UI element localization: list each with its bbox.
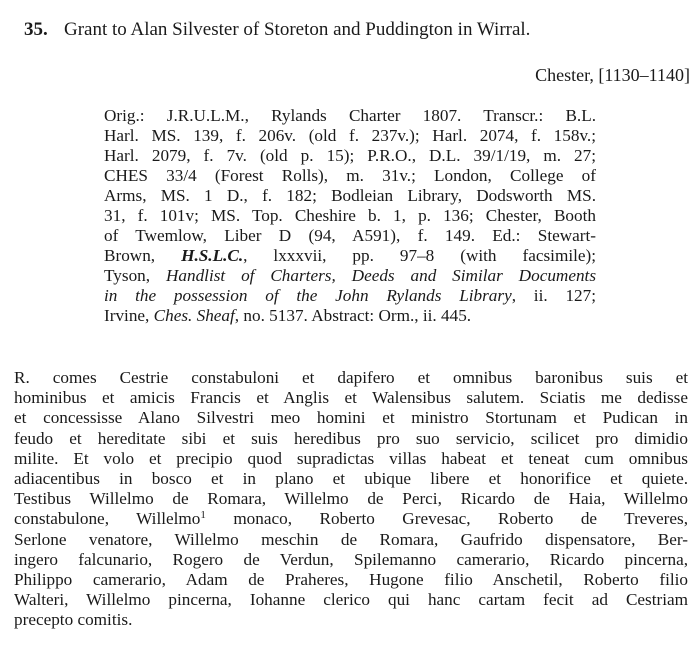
charter-number: 35. [24,19,48,40]
sources-block [104,106,596,326]
sources-line: Harl. 2079, f. 7v. (old p. 15); P.R.O., D.L. 39/1/19, m. 27; [104,146,596,165]
sources-line: Orig.: J.R.U.L.M., Rylands Charter 1807. Transcr.: B.L. [104,106,596,125]
hslc-abbrev: H.S.L.C. [181,246,244,265]
charter-line: Serlone venatore, Willelmo meschin de Romara, Gaufrido dispensatore, Ber- [14,529,688,549]
charter-text [14,368,688,631]
sources-text: Tyson, [104,266,151,285]
sources-line: of Twemlow, Liber D (94, A591), f. 149. Ed.: Stewart- [104,226,596,245]
handlist-title: Handlist of Charters, Deeds and Similar Documents [165,266,597,285]
handlist-title-cont: in the possession of the John Rylands Library [104,286,512,305]
sources-line: 31, f. 101v; MS. Top. Cheshire b. 1, p. 136; Chester, Booth [104,206,596,225]
sources-text: Brown, [104,246,156,265]
sources-line: Arms, MS. 1 D., f. 182; Bodleian Library, Dodsworth MS. [104,186,596,205]
footnote-marker: 1 [200,509,206,522]
charter-line: feudo et hereditate sibi et suis heredibus pro suo servicio, scilicet pro dimidio [14,428,688,448]
sources-line [104,306,596,326]
charter-line: Testibus Willelmo de Romara, Willelmo de Perci, Ricardo de Haia, Willelmo [14,489,688,509]
sources-text: Irvine, [104,306,150,325]
charter-title: Grant to Alan Silvester of Storeton and Puddington in Wirral. [64,19,531,40]
sources-text: , ii. 127; [511,286,596,305]
charter-line [14,509,688,529]
sources-line [104,246,596,266]
charter-line: Philippo camerario, Adam de Praheres, Hugone filio Anschetil, Roberto filio [14,570,688,590]
charter-line: Walteri, Willelmo pincerna, Iohanne clerico qui hanc cartam fecit ad Cestriam [14,590,688,610]
sources-line [104,286,596,306]
sources-line: CHES 33/4 (Forest Rolls), m. 31v.; London, College of [104,166,596,185]
sources-text: , lxxxvii, pp. 97–8 (with facsimile); [243,246,596,265]
charter-line: adiacentibus in bosco et in plano et ubique libere et honorifice et quiete. [14,469,688,489]
charter-line: R. comes Cestrie constabuloni et dapifero et omnibus baronibus suis et [14,368,688,387]
charter-line: ingero falcunario, Rogero de Verdun, Spilemanno camerario, Ricardo pincerna, [14,549,688,569]
sources-text: , no. 5137. Abstract: Orm., ii. 445. [234,306,472,325]
ches-sheaf-title: Ches. Sheaf [153,306,235,325]
place-and-date: Chester, [1130–1140] [535,65,690,85]
charter-line: precepto comitis. [14,610,133,630]
sources-line [104,266,596,286]
charter-heading [24,18,530,42]
charter-line: milite. Et volo et precipio quod supradictas villas habeat et teneat cum omnibus [14,448,688,468]
charter-line: et concessisse Alano Silvestri meo homini et ministro Stortunam et Pudican in [14,408,688,428]
sources-line: Harl. MS. 139, f. 206v. (old f. 237v.); Harl. 2074, f. 158v.; [104,126,596,145]
charter-text-segment: constabulone, Willelmo [14,509,201,529]
charter-text-segment: monaco, Roberto Grevesac, Roberto de Treveres, [205,509,688,529]
charter-line: hominibus et amicis Francis et Anglis et Walensibus salutem. Sciatis me dedisse [14,388,688,408]
